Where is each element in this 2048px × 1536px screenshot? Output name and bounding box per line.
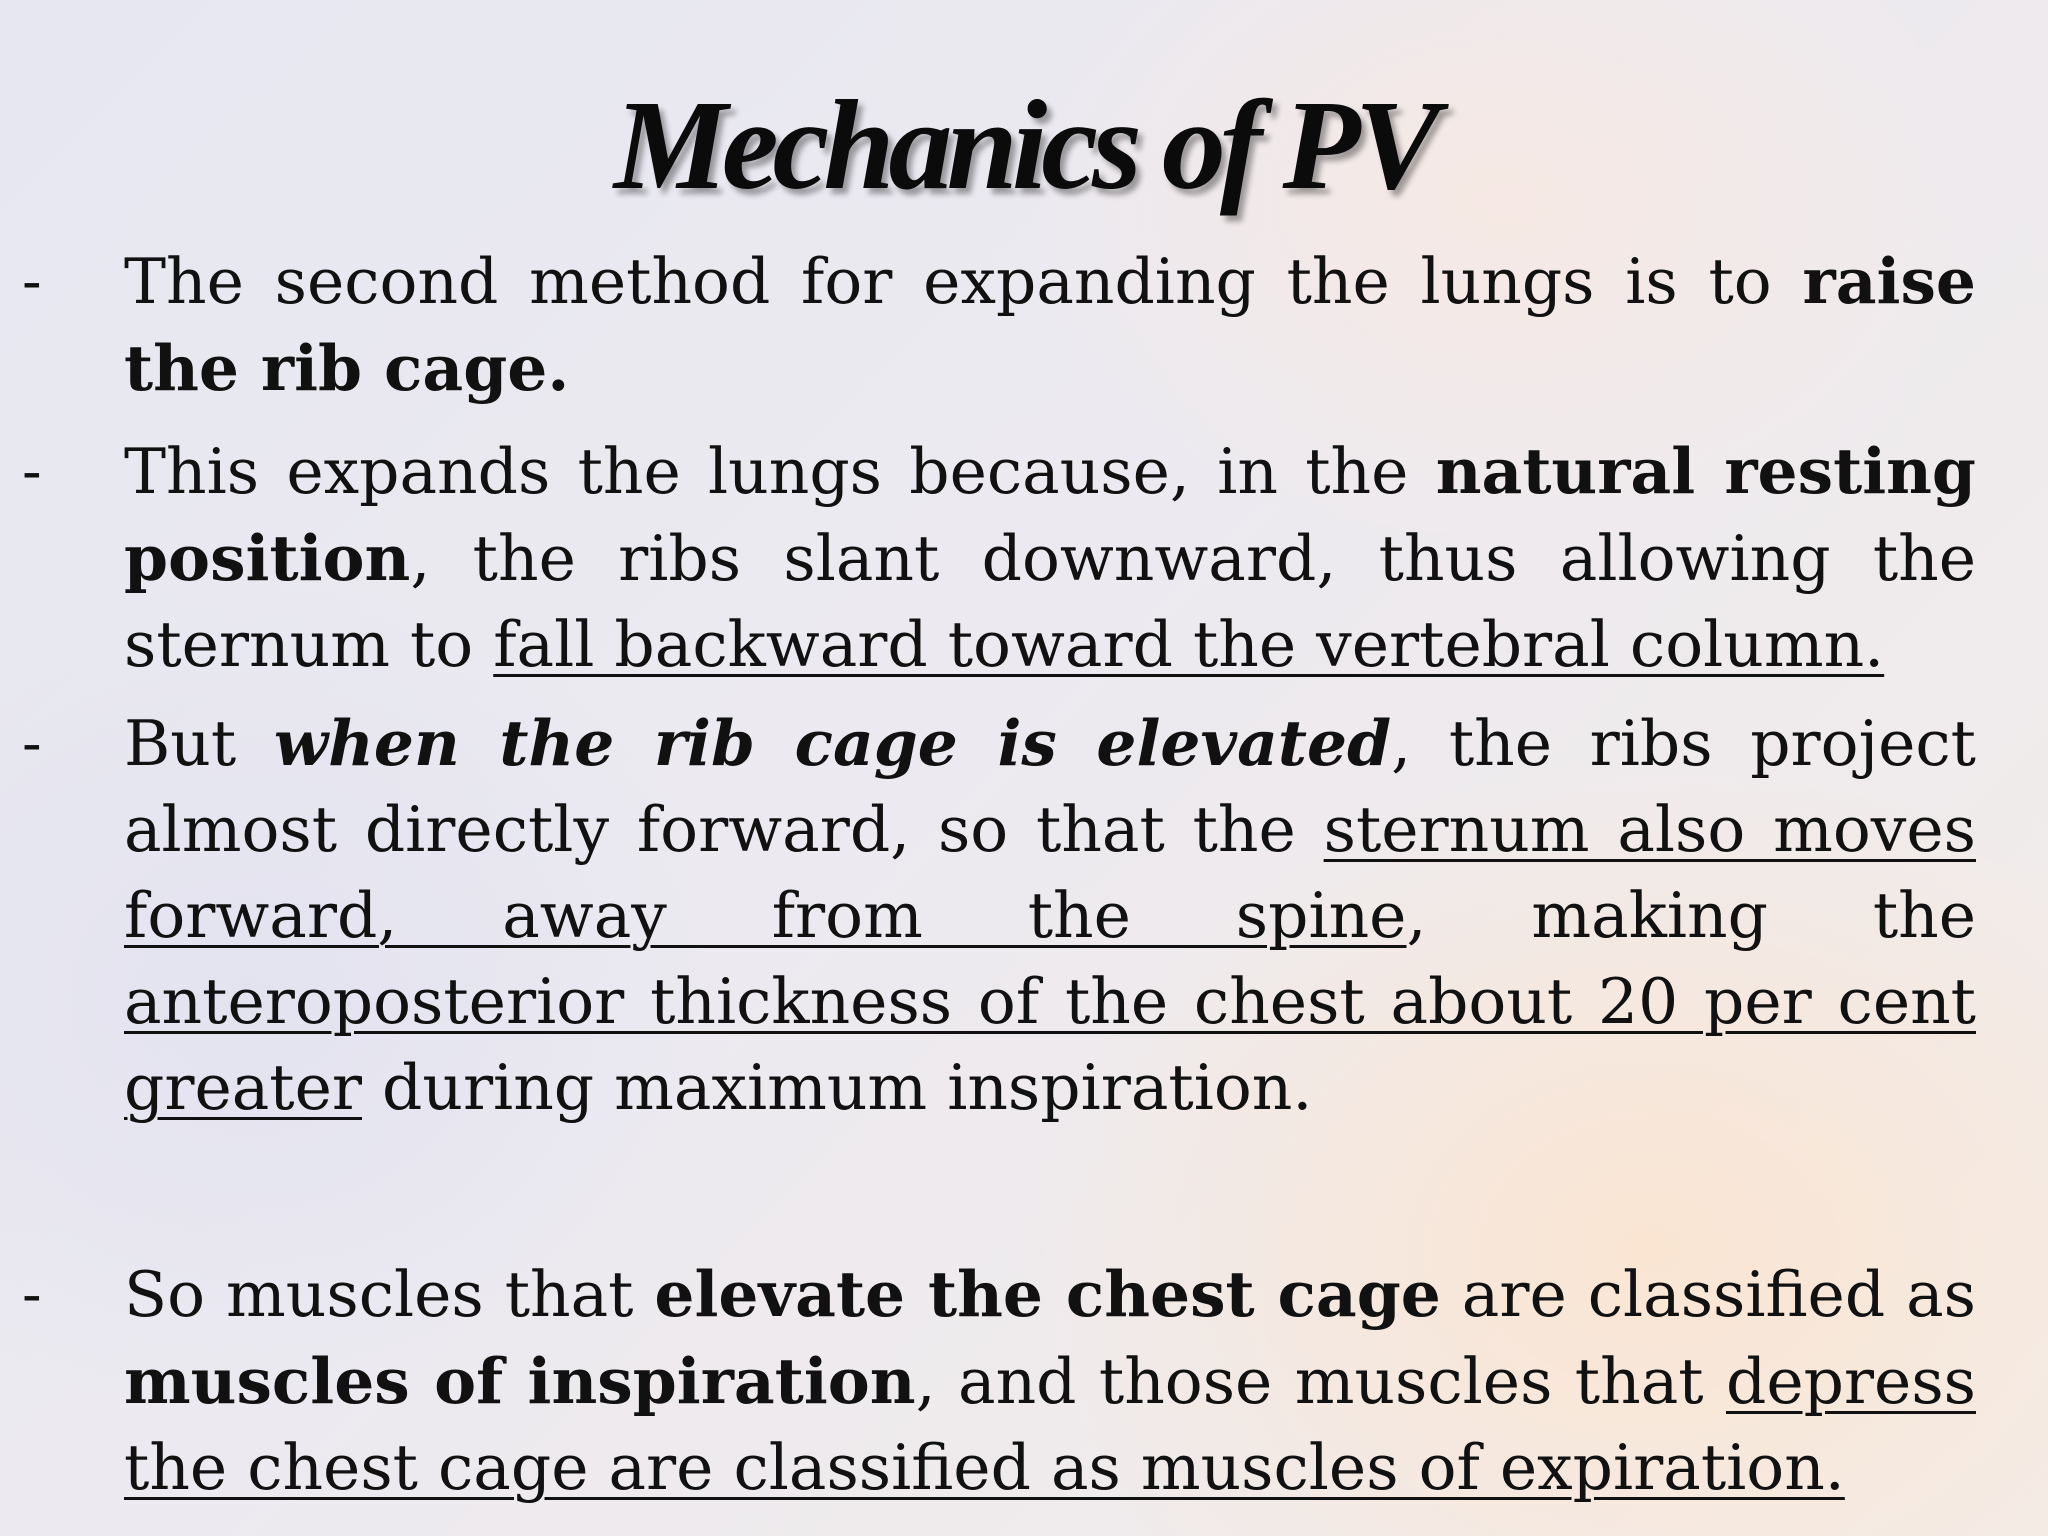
bold-text: raise the rib cage. xyxy=(124,244,1976,405)
bullet-list xyxy=(0,238,2048,1511)
text-run: during maximum inspiration. xyxy=(362,1051,1313,1124)
bullet-item xyxy=(0,700,2048,1131)
text-run: This expands the lungs because, in the xyxy=(124,435,1436,508)
bullet-item xyxy=(0,238,2048,412)
text-run: , and those muscles that xyxy=(915,1345,1726,1418)
bullet-marker: - xyxy=(22,1260,42,1328)
text-run: , the ribs slant downward, thus allowing the sternum to xyxy=(124,522,1976,681)
bullet-text xyxy=(124,1251,1976,1511)
underlined-text: fall backward toward the vertebral column. xyxy=(493,608,1885,681)
bullet-text xyxy=(124,700,1976,1131)
underlined-text: depress the chest cage are classified as muscles of expiration. xyxy=(124,1345,1976,1504)
text-run: So muscles that xyxy=(124,1258,655,1331)
bullet-marker: - xyxy=(22,247,42,315)
bold-text: muscles of inspiration xyxy=(124,1344,916,1418)
bold-text: elevate the chest cage xyxy=(654,1257,1441,1331)
underlined-text: anteroposterior thickness of the chest about 20 per cent greater xyxy=(124,965,1976,1124)
text-run: , making the xyxy=(1406,879,1976,952)
bullet-marker: - xyxy=(22,437,42,505)
bullet-text xyxy=(124,428,1976,688)
text-run: , the ribs project almost directly forward, so that the xyxy=(124,707,1976,866)
slide-title: Mechanics of PV xyxy=(613,74,1435,216)
bullet-item xyxy=(0,1251,2048,1511)
bullet-text xyxy=(124,238,1976,412)
bold-italic-text xyxy=(274,706,1391,780)
bullet-marker: - xyxy=(22,709,42,777)
text-run: But xyxy=(124,707,274,780)
bullet-item xyxy=(0,428,2048,688)
text-run: The second method for expanding the lungs is to xyxy=(124,245,1803,318)
underlined-text: sternum also moves forward, away from the spine xyxy=(124,793,1976,952)
text-run: are classified as xyxy=(1440,1258,1976,1331)
bold-text: natural resting position xyxy=(124,434,1976,595)
emphasis-text: when the rib cage is elevated xyxy=(273,706,1392,780)
